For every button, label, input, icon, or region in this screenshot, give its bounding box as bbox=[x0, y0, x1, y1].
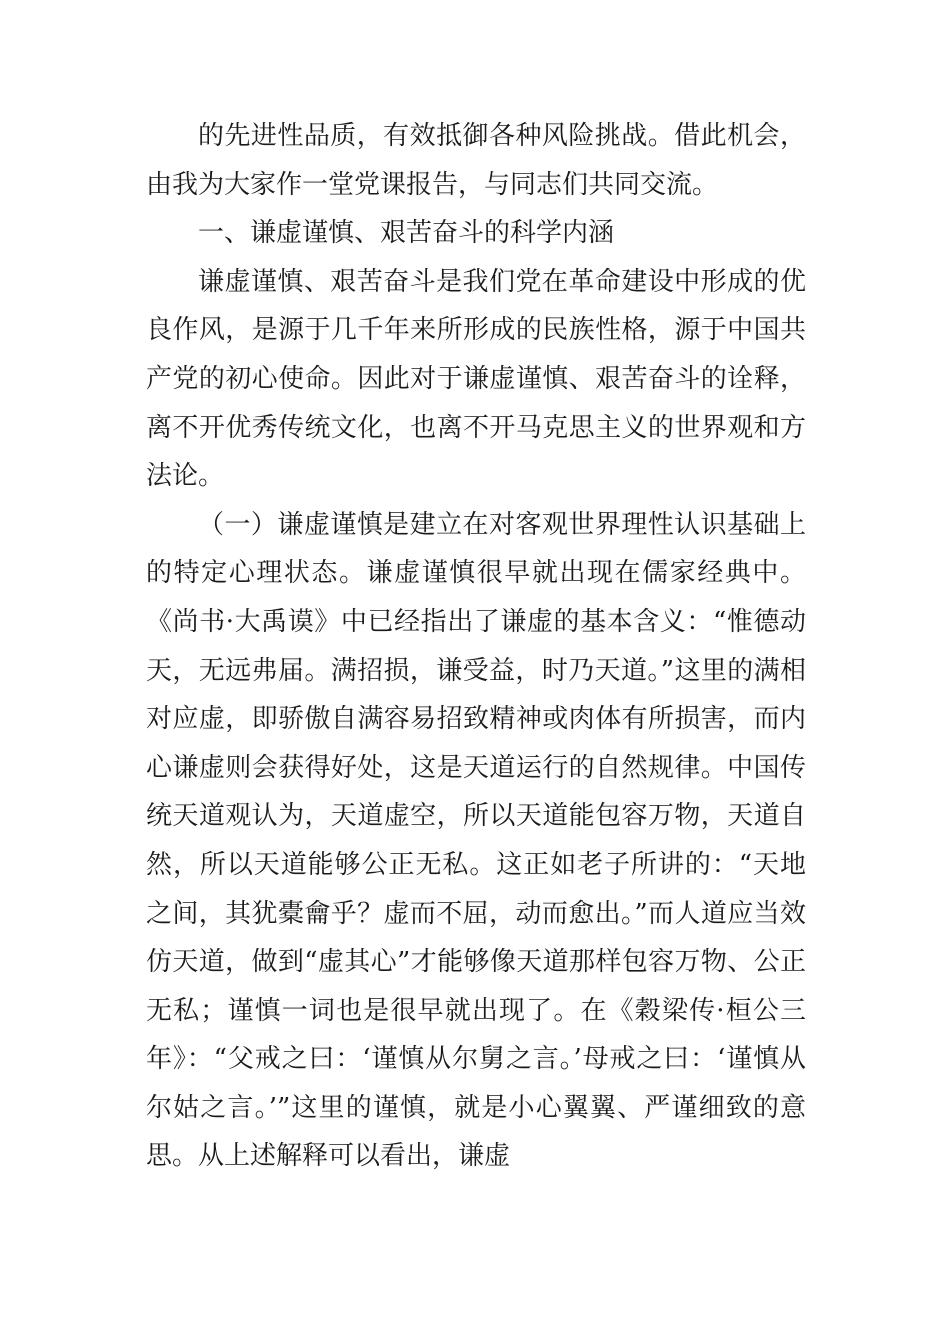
document-body bbox=[146, 112, 806, 1181]
paragraph-subsection-one: （一）谦虚谨慎是建立在对客观世界理性认识基础上的特定心理状态。谦虚谨慎很早就出现在儒家经典中。《尚书·大禹谟》中已经指出了谦虚的基本含义：“惟德动天，无远弗届。满招损，谦受益，时乃天道。”这里的满相对应虚，即骄傲自满容易招致精神或肉体有所损害，而内心谦虚则会获得好处，这是天道运行的自然规律。中国传统天道观认为，天道虚空，所以天道能包容万物，天道自然，所以天道能够公正无私。这正如老子所讲的：“天地之间，其犹橐龠乎？虚而不屈，动而愈出。”而人道应当效仿天道，做到“虚其心”才能够像天道那样包容万物、公正无私；谨慎一词也是很早就出现了。在《穀梁传·桓公三年》：“父戒之曰：‘谨慎从尔舅之言。’母戒之曰：‘谨慎从尔姑之言。’”这里的谨慎，就是小心翼翼、严谨细致的意思。从上述解释可以看出，谦虚 bbox=[146, 509, 806, 1172]
section-heading: 一、谦虚谨慎、艰苦奋斗的科学内涵 bbox=[198, 218, 615, 249]
paragraph-intro: 谦虚谨慎、艰苦奋斗是我们党在革命建设中形成的优良作风，是源于几千年来所形成的民族性格，源于中国共产党的初心使命。因此对于谦虚谨慎、艰苦奋斗的诠释，离不开优秀传统文化，也离不开马克思主义的世界观和方法论。 bbox=[146, 266, 806, 492]
paragraph-continuation: 的先进性品质，有效抵御各种风险挑战。借此机会，由我为大家作一堂党课报告，与同志们共同交流。 bbox=[146, 121, 806, 200]
